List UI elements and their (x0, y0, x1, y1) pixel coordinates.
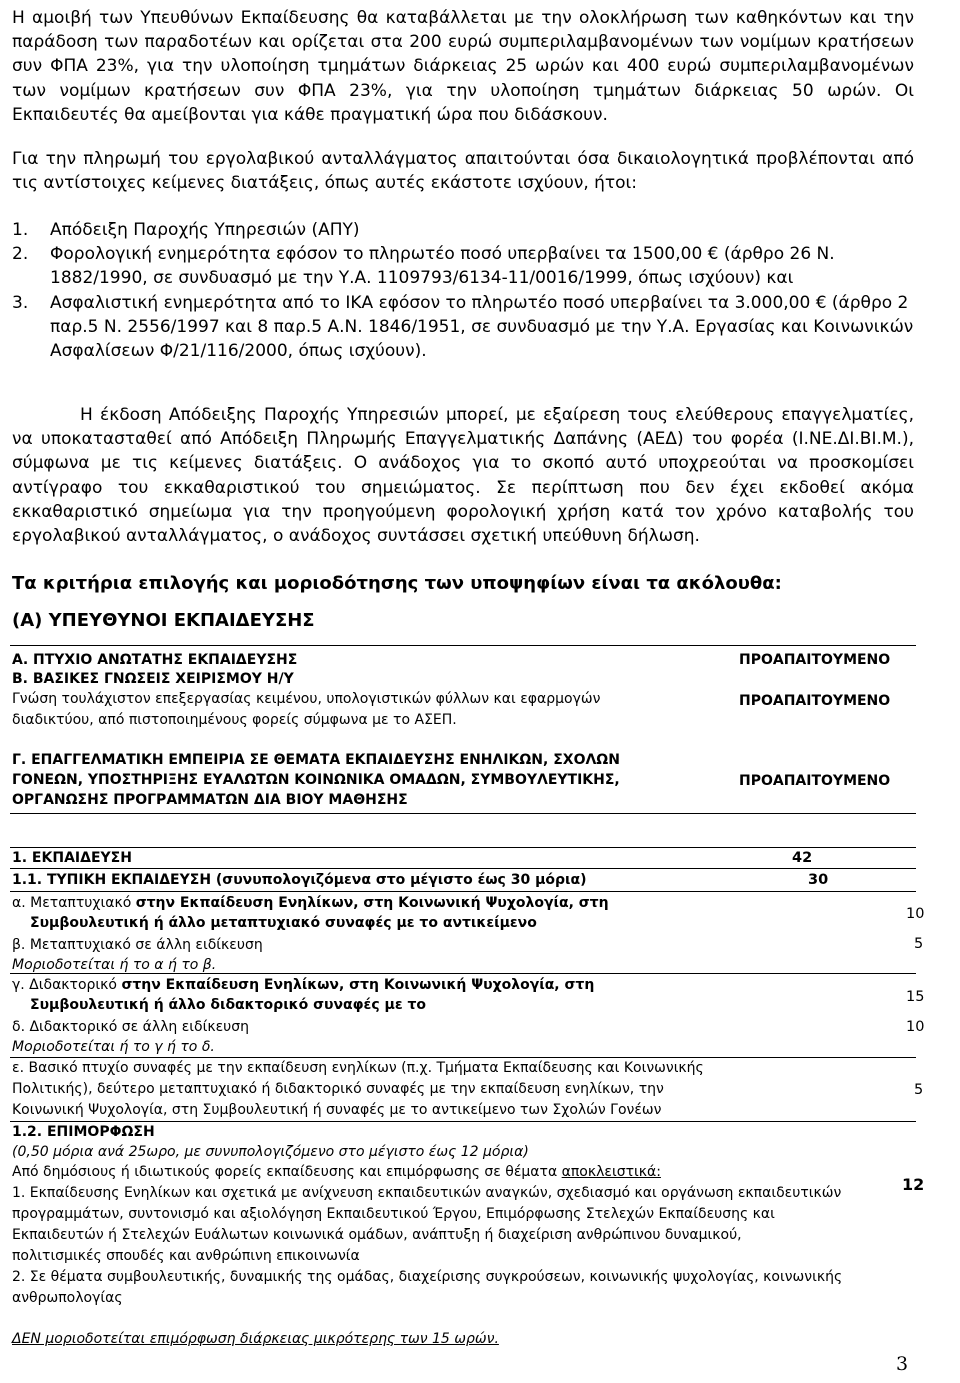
list-item-number: 1. (12, 220, 29, 240)
list-item-number: 2. (12, 244, 29, 265)
rule (10, 973, 916, 974)
requirement-b-desc-2: διαδικτύου, από πιστοποιημένους φορείς σύμφωνα με το ΑΣΕΠ. (12, 712, 457, 728)
documents-list (12, 218, 917, 363)
rule (10, 891, 916, 892)
requirement-c-title-1: Γ. ΕΠΑΓΓΕΛΜΑΤΙΚΗ ΕΜΠΕΙΡΙΑ ΣΕ ΘΕΜΑΤΑ ΕΚΠΑΙΔΕΥΣΗΣ ΕΝΗΛΙΚΩΝ, ΣΧΟΛΩΝ (12, 752, 620, 768)
training-score: 12 (902, 1175, 925, 1194)
training-title: 1.2. ΕΠΙΜΟΡΦΩΣΗ (12, 1124, 155, 1140)
requirement-c-title-3: ΟΡΓΑΝΩΣΗΣ ΠΡΟΓΡΑΜΜΑΤΩΝ ΔΙΑ ΒΙΟΥ ΜΑΘΗΣΗΣ (12, 792, 408, 808)
doctorate-note: Μοριοδοτείται ή το γ ή το δ. (12, 1039, 215, 1055)
score-row-masters (12, 894, 925, 975)
doctorate-field-2: Συμβουλευτική ή άλλο διδακτορικό συναφές με το (30, 997, 427, 1013)
basic-degree-line-3: Κοινωνική Ψυχολογία, στη Συμβουλευτική ή συναφές με το αντικείμενο των Σχολών Γονέων (12, 1102, 662, 1118)
requirement-b-status: ΠΡΟΑΠΑΙΤΟΥΜΕΝΟ (739, 693, 891, 709)
training-item-1-line-4: πολιτισμικές σπουδές και ανθρώπινη επικοινωνία (12, 1248, 360, 1264)
list-item (12, 291, 917, 364)
criteria-heading: Τα κριτήρια επιλογής και μοριοδότησης των υποψηφίων είναι τα ακόλουθα: (12, 573, 782, 594)
education-score: 42 (792, 850, 813, 866)
masters-prefix: α. Μεταπτυχιακό (12, 895, 136, 911)
doctorate-field-1: στην Εκπαίδευση Ενηλίκων, στη Κοινωνική Ψυχολογία, στη (121, 977, 595, 993)
training-item-1-line-1: 1. Εκπαίδευσης Ενηλίκων και σχετικά με ανίχνευση εκπαιδευτικών αναγκών, σχεδιασμό και οργάνωση εκπαιδευτικών (12, 1185, 842, 1201)
list-item-text: Φορολογική ενημερότητα εφόσον το πληρωτέο ποσό υπερβαίνει τα 1500,00 € (άρθρο 26 Ν. 1882/1990, σε συνδυασμό με την Υ.Α. 1109793/6134-11/0016/1999, όπως ισχύουν) και (50, 244, 835, 289)
requirement-c-title-2: ΓΟΝΕΩΝ, ΥΠΟΣΤΗΡΙΞΗΣ ΕΥΑΛΩΤΩΝ ΚΟΙΝΩΝΙΚΑ ΟΜΑΔΩΝ, ΣΥΜΒΟΥΛΕΥΤΙΚΗΣ, (12, 772, 620, 788)
page-number: 3 (896, 1353, 909, 1375)
requirement-b-desc-1: Γνώση τουλάχιστον επεξεργασίας κειμένου, υπολογιστικών φύλλων και εφαρμογών (12, 691, 601, 707)
doctorate-other: δ. Διδακτορικό σε άλλη ειδίκευση (12, 1019, 249, 1035)
basic-degree-line-1: ε. Βασικό πτυχίο συναφές με την εκπαίδευση ενηλίκων (π.χ. Τμήματα Εκπαίδευσης και Κοινωνικής (12, 1060, 704, 1076)
requirement-c (12, 751, 914, 809)
list-item (12, 218, 917, 242)
formal-education-title: 1.1. ΤΥΠΙΚΗ ΕΚΠΑΙΔΕΥΣΗ (συνυπολογιζόμενα στο μέγιστο έως 30 μόρια) (12, 872, 587, 888)
documents-paragraph: Για την πληρωμή του εργολαβικού ανταλλάγματος απαιτούνται όσα δικαιολογητικά προβλέπονται από τις αντίστοιχες κείμενες διατάξεις, όπως αυτές εκάστοτε ισχύουν, ήτοι: (12, 149, 914, 194)
training-item-1-line-3: Εκπαιδευτών ή Στελεχών Ευάλωτων κοινωνικά ομάδων, ανάπτυξη ή διαχείριση ανθρώπινου δυναμικού, (12, 1227, 742, 1243)
payment-paragraph: Η αμοιβή των Υπευθύνων Εκπαίδευσης θα καταβάλλεται με την ολοκλήρωση των καθηκόντων και την παράδοση των παραδοτέων και ορίζεται στα 200 ευρώ συμπεριλαμβανομένων των νομίμων κρατήσεων συν ΦΠΑ 23%, για την υλοποίηση τμημάτων διάρκειας 25 ωρών και 400 ευρώ συμπεριλαμβανομένων των νομίμων κρατήσεων συν ΦΠΑ 23%, για την υλοποίηση τμημάτων διάρκειας 50 ωρών. Οι Εκπαιδευτές θα αμείβονται για κάθε πραγματική ώρα που διδάσκουν. (12, 8, 914, 125)
requirement-a-status: ΠΡΟΑΠΑΙΤΟΥΜΕΝΟ (739, 652, 891, 668)
rule (10, 868, 916, 869)
masters-note: Μοριοδοτείται ή το α ή το β. (12, 957, 217, 973)
list-item-number: 3. (12, 292, 29, 313)
basic-degree-score: 5 (914, 1082, 924, 1098)
score-row-education (12, 849, 916, 868)
requirement-c-status: ΠΡΟΑΠΑΙΤΟΥΜΕΝΟ (739, 773, 891, 789)
score-row-doctorate (12, 976, 925, 1057)
doctorate-prefix: γ. Διδακτορικό (12, 977, 122, 993)
doctorate-score: 15 (906, 989, 925, 1005)
masters-field-2: Συμβουλευτική ή άλλο μεταπτυχιακό συναφές με το αντικείμενο (30, 915, 537, 931)
rule (10, 1057, 916, 1058)
masters-other: β. Μεταπτυχιακό σε άλλη ειδίκευση (12, 937, 263, 953)
education-title: 1. ΕΚΠΑΙΔΕΥΣΗ (12, 850, 132, 866)
training-intro: Από δημόσιους ή ιδιωτικούς φορείς εκπαίδευσης και επιμόρφωσης σε θέματα (12, 1164, 562, 1180)
requirements-bottom-rule (10, 813, 916, 814)
receipt-paragraph: Η έκδοση Απόδειξης Παροχής Υπηρεσιών μπορεί, με εξαίρεση τους ελεύθερους επαγγελματίες, να υποκατασταθεί από Απόδειξη Πληρωμής Επαγγελματικής Δαπάνης (ΑΕΔ) του φορέα (Ι.ΝΕ.ΔΙ.ΒΙ.Μ.), σύμφωνα με τις κείμενες διατάξεις. Ο ανάδοχος για το σκοπό αυτό υποχρεούται να προσκομίσει αντίγραφο του εκκαθαριστικού του σημειώματος. Σε περίπτωση που δεν έχει εκδοθεί ακόμα εκκαθαριστικό σημείωμα για την προηγούμενη φορολογική χρήση κατά τον χρόνο καταβολής του εργολαβικού ανταλλάγματος, ο ανάδοχος συντάσσει σχετική υπεύθυνη δήλωση. (12, 405, 914, 547)
section-heading: (Α) ΥΠΕΥΘΥΝΟΙ ΕΚΠΑΙΔΕΥΣΗΣ (12, 610, 315, 631)
masters-field-1: στην Εκπαίδευση Ενηλίκων, στη Κοινωνική Ψυχολογία, στη (135, 895, 609, 911)
requirement-a-title: Α. ΠΤΥΧΙΟ ΑΝΩΤΑΤΗΣ ΕΚΠΑΙΔΕΥΣΗΣ (12, 652, 298, 668)
training-item-1-line-2: προγραμμάτων, συντονισμό και αξιολόγηση Εκπαιδευτικού Έργου, Επιμόρφωσης Στελεχών Εκπαίδευσης και (12, 1206, 775, 1222)
requirements-top-rule (10, 645, 916, 646)
training-footer: ΔΕΝ μοριοδοτείται επιμόρφωση διάρκειας μικρότερης των 15 ωρών. (12, 1331, 499, 1347)
doctorate-other-score: 10 (906, 1019, 925, 1035)
list-item (12, 242, 917, 290)
list-item-text: Απόδειξη Παροχής Υπηρεσιών (ΑΠΥ) (50, 220, 360, 240)
score-row-training (12, 1123, 925, 1349)
rule (10, 1121, 916, 1122)
training-note: (0,50 μόρια ανά 25ωρο, με συνυπολογιζόμενο στο μέγιστο έως 12 μόρια) (12, 1144, 529, 1160)
requirement-a (12, 651, 914, 669)
list-item-text: Ασφαλιστική ενημερότητα από το ΙΚΑ εφόσον το πληρωτέο ποσό υπερβαίνει τα 3.000,00 € (άρθρο 2 παρ.5 Ν. 2556/1997 και 8 παρ.5 Α.Ν. 1846/1951, σε συνδυασμό με την Υ.Α. Εργασίας και Κοινωνικών Ασφαλίσεων Φ/21/116/2000, όπως ισχύουν). (50, 292, 914, 362)
training-intro-underlined: αποκλειστικά: (561, 1164, 661, 1180)
scoring-top-rule (10, 847, 916, 848)
masters-score: 10 (906, 906, 925, 922)
requirement-b-title: Β. ΒΑΣΙΚΕΣ ΓΝΩΣΕΙΣ ΧΕΙΡΙΣΜΟΥ Η/Υ (12, 671, 294, 687)
requirement-b (12, 670, 914, 729)
masters-other-score: 5 (914, 936, 924, 952)
training-item-2-line-1: 2. Σε θέματα συμβουλευτικής, δυναμικής της ομάδας, διαχείρισης συγκρούσεων, κοινωνικής ψυχολογίας, κοινωνικής (12, 1269, 843, 1285)
score-row-formal-education (12, 871, 916, 890)
training-item-2-line-2: ανθρωπολογίας (12, 1290, 123, 1306)
basic-degree-line-2: Πολιτικής), δεύτερο μεταπτυχιακό ή διδακτορικό συναφές με την εκπαίδευση ενηλίκων, την (12, 1081, 664, 1097)
formal-education-score: 30 (808, 872, 829, 888)
score-row-basic-degree (12, 1059, 924, 1120)
